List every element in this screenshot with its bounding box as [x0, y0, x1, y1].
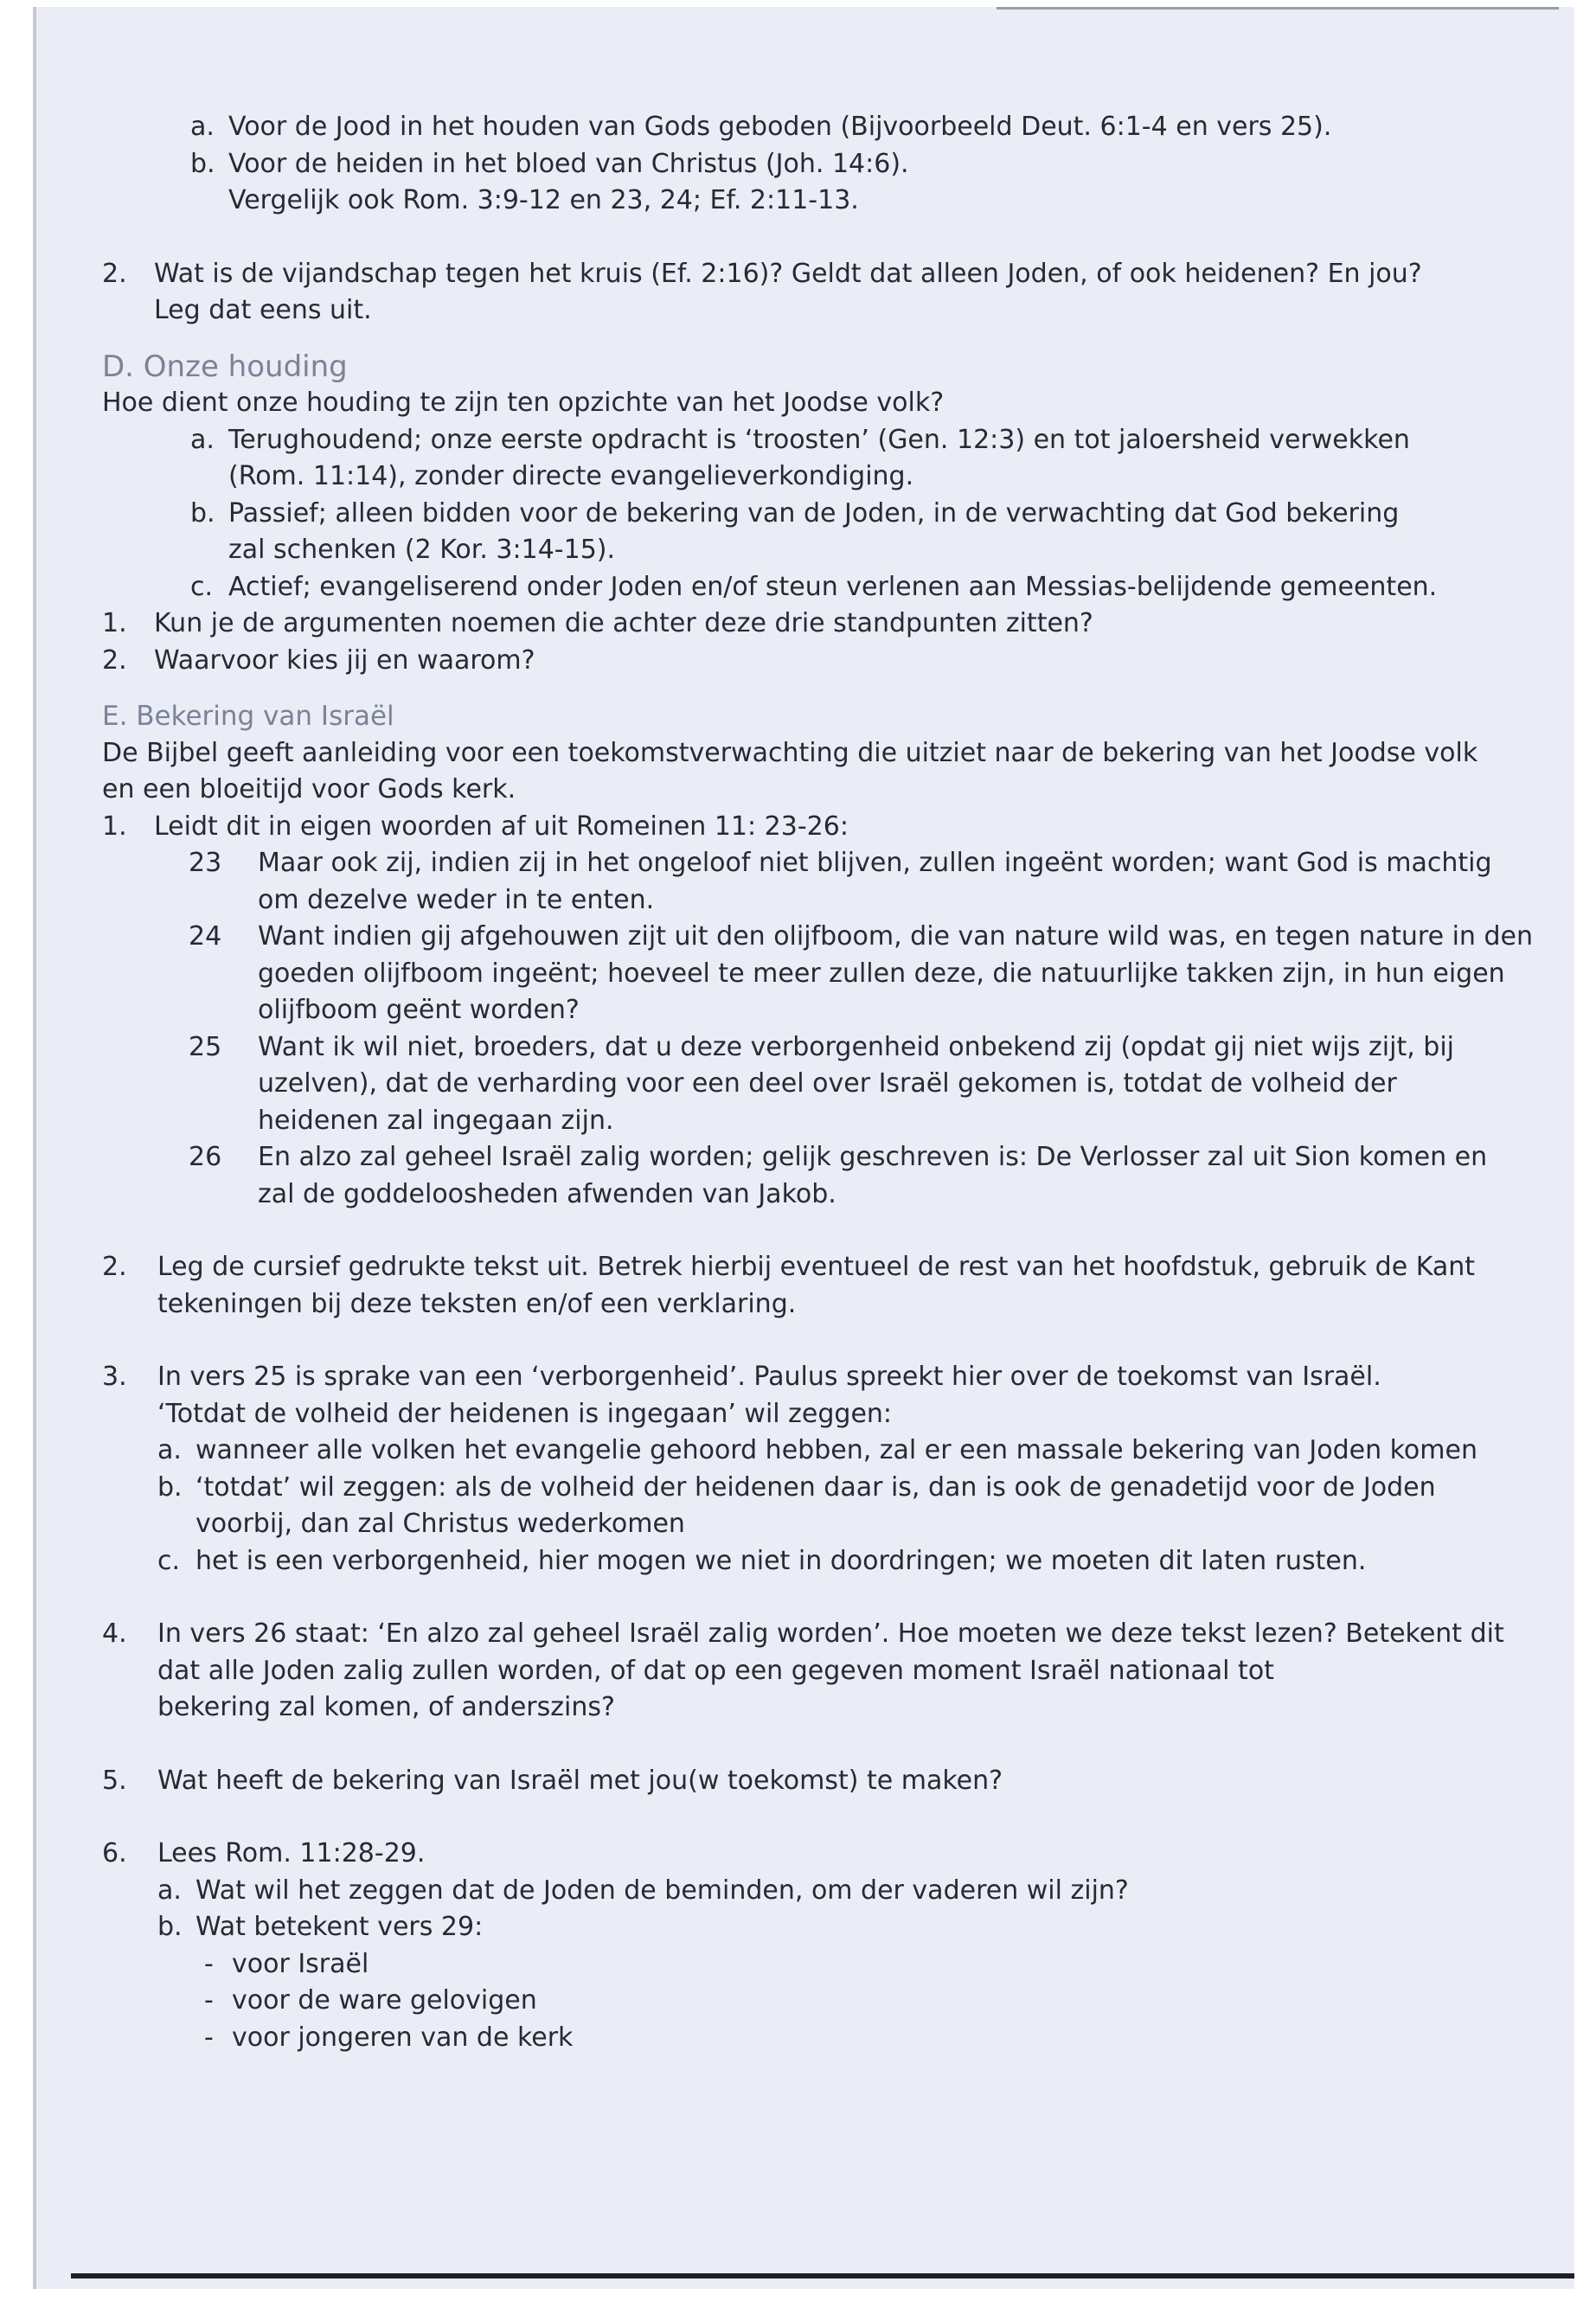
item-marker: b.	[157, 1471, 183, 1503]
verse	[102, 919, 1533, 956]
list-item	[102, 1543, 1521, 1580]
question-text: dat alle Joden zalig zullen worden, of dat op een gegeven moment Israël nationaal tot	[157, 1655, 1274, 1686]
verse-text: olijfboom geënt worden?	[258, 995, 580, 1025]
verse-text: uzelven), dat de verharding voor een deel over Israël gekomen is, totdat de volheid der	[258, 1068, 1397, 1099]
document-body	[102, 109, 1533, 2056]
item-marker: c.	[157, 1545, 181, 1576]
question-number: 3.	[102, 1362, 127, 1392]
list-item	[102, 422, 1521, 459]
verse-text: zal de goddeloosheden afwenden van Jakob.	[258, 1178, 836, 1209]
item-marker: a.	[157, 1875, 182, 1906]
question	[102, 1249, 1521, 1286]
item-text: Actief; evangeliserend onder Joden en/of steun verlenen aan Messias-belijdende gemeenten.	[228, 571, 1438, 602]
section-heading: E. Bekering van Israël	[102, 701, 394, 732]
question-text: Leidt dit in eigen woorden af uit Romeinen 11: 23-26:	[154, 811, 849, 842]
bullet-item	[102, 1946, 1521, 1984]
item-text: het is een verborgenheid, hier mogen we niet in doordringen; we moeten dit laten rusten.	[195, 1545, 1367, 1576]
item-marker: b.	[157, 1912, 183, 1942]
section-intro: Hoe dient onze houding te zijn ten opzichte van het Joodse volk?	[102, 388, 945, 418]
verse-text: goeden olijfboom ingeënt; hoeveel te meer zullen deze, die natuurlijke takken zijn, in hun eigen	[258, 958, 1505, 989]
question-number: 2.	[102, 644, 127, 676]
verse-number: 26	[189, 1142, 222, 1172]
question-number: 6.	[102, 1838, 127, 1868]
question-number: 1.	[102, 811, 127, 842]
page	[33, 7, 1574, 2289]
question-number: 1.	[102, 608, 127, 638]
list-item	[102, 146, 1521, 183]
bullet-text: voor de ware gelovigen	[232, 1985, 537, 2016]
question-number: 5.	[102, 1765, 127, 1796]
item-marker: c.	[190, 571, 214, 602]
dash-marker: -	[204, 1985, 214, 2016]
verse-number: 25	[189, 1031, 222, 1062]
list-item	[102, 109, 1521, 146]
item-marker: b.	[190, 497, 215, 529]
list-item	[102, 569, 1521, 606]
item-text: voorbij, dan zal Christus wederkomen	[195, 1509, 685, 1539]
item-text: Terughoudend; onze eerste opdracht is ‘troosten’ (Gen. 12:3) en tot jaloersheid verwekken	[228, 424, 1410, 455]
question-text: In vers 26 staat: ‘En alzo zal geheel Israël zalig worden’. Hoe moeten we deze tekst lezen? Betekent dit	[157, 1618, 1504, 1649]
item-text: Wat wil het zeggen dat de Joden de beminden, om der vaderen wil zijn?	[195, 1875, 1129, 1906]
question	[102, 643, 1521, 680]
verse	[102, 845, 1521, 882]
question	[102, 1616, 1521, 1653]
question-text: Leg de cursief gedrukte tekst uit. Betrek hierbij eventueel de rest van het hoofdstuk, gebruik de Kant	[157, 1252, 1476, 1282]
section-intro: en een bloeitijd voor Gods kerk.	[102, 774, 516, 804]
question-text: ‘Totdat de volheid der heidenen is ingegaan’ wil zeggen:	[157, 1398, 893, 1429]
bottom-rule	[71, 2273, 1574, 2279]
question-text: In vers 25 is sprake van een ‘verborgenheid’. Paulus spreekt hier over de toekomst van Israël.	[157, 1362, 1381, 1392]
verse-text: Maar ook zij, indien zij in het ongeloof niet blijven, zullen ingeënt worden; want God is machtig	[258, 848, 1492, 878]
list-item	[102, 496, 1521, 533]
question	[102, 809, 1521, 846]
list-item	[102, 1433, 1521, 1470]
section-intro: De Bijbel geeft aanleiding voor een toekomstverwachting die uitziet naar de bekering van het Joodse volk	[102, 737, 1478, 768]
question	[102, 606, 1521, 643]
item-text: ‘totdat’ wil zeggen: als de volheid der heidenen daar is, dan is ook de genadetijd voor de Joden	[195, 1471, 1436, 1503]
item-marker: b.	[190, 148, 215, 179]
question-text: Wat heeft de bekering van Israël met jou(w toekomst) te maken?	[157, 1765, 1003, 1796]
bullet-text: voor Israël	[232, 1948, 369, 1979]
verse	[102, 1029, 1521, 1067]
verse-text: En alzo zal geheel Israël zalig worden; gelijk geschreven is: De Verlosser zal uit Sion komen en	[258, 1142, 1488, 1172]
bullet-text: voor jongeren van de kerk	[232, 2022, 574, 2053]
verse-text: heidenen zal ingegaan zijn.	[258, 1105, 614, 1136]
verse-text: Want ik wil niet, broeders, dat u deze verborgenheid onbekend zij (opdat gij niet wijs zijt, bij	[258, 1031, 1454, 1062]
verse-text: Want indien gij afgehouwen zijt uit den olijfboom, die van nature wild was, en tegen nature in den	[258, 921, 1533, 952]
question	[102, 1836, 1521, 1873]
item-marker: a.	[190, 424, 215, 455]
list-item	[102, 1470, 1521, 1507]
question	[102, 256, 1521, 293]
item-text: (Rom. 11:14), zonder directe evangelieverkondiging.	[228, 461, 914, 491]
question-text: bekering zal komen, of anderszins?	[157, 1692, 615, 1722]
item-marker: a.	[190, 112, 215, 142]
dash-marker: -	[204, 1948, 214, 1979]
question	[102, 1763, 1521, 1800]
question-text: Wat is de vijandschap tegen het kruis (Ef. 2:16)? Geldt dat alleen Joden, of ook heidenen? En jou?	[154, 258, 1422, 289]
item-text: Passief; alleen bidden voor de bekering van de Joden, in de verwachting dat God bekering	[228, 497, 1400, 529]
section-heading: D. Onze houding	[102, 349, 348, 384]
list-item	[102, 1873, 1521, 1910]
question-text: Leg dat eens uit.	[154, 295, 372, 325]
bullet-item	[102, 1983, 1521, 2020]
bullet-item	[102, 2020, 1521, 2057]
verse-number: 23	[189, 848, 222, 878]
item-text: zal schenken (2 Kor. 3:14-15).	[228, 535, 616, 565]
item-text: Vergelijk ook Rom. 3:9-12 en 23, 24; Ef. 2:11-13.	[228, 185, 859, 215]
item-text: Voor de Jood in het houden van Gods geboden (Bijvoorbeeld Deut. 6:1-4 en vers 25).	[228, 112, 1332, 142]
question-text: tekeningen bij deze teksten en/of een verklaring.	[157, 1288, 797, 1319]
verse-number: 24	[189, 921, 222, 952]
question-number: 2.	[102, 1252, 127, 1282]
question-text: Kun je de argumenten noemen die achter deze drie standpunten zitten?	[154, 608, 1093, 638]
verse	[102, 1139, 1521, 1176]
question-text: Lees Rom. 11:28-29.	[157, 1838, 426, 1868]
list-item	[102, 1909, 1521, 1946]
item-marker: a.	[157, 1435, 182, 1465]
dash-marker: -	[204, 2022, 214, 2053]
item-text: wanneer alle volken het evangelie gehoord hebben, zal er een massale bekering van Joden komen	[195, 1435, 1477, 1465]
question-text: Waarvoor kies jij en waarom?	[154, 644, 535, 676]
verse-text: om dezelve weder in te enten.	[258, 884, 655, 915]
question-number: 4.	[102, 1618, 127, 1649]
item-text: Wat betekent vers 29:	[195, 1912, 484, 1942]
question	[102, 1359, 1521, 1396]
item-text: Voor de heiden in het bloed van Christus (Joh. 14:6).	[228, 148, 909, 179]
question-number: 2.	[102, 258, 127, 289]
top-rule	[997, 7, 1559, 10]
